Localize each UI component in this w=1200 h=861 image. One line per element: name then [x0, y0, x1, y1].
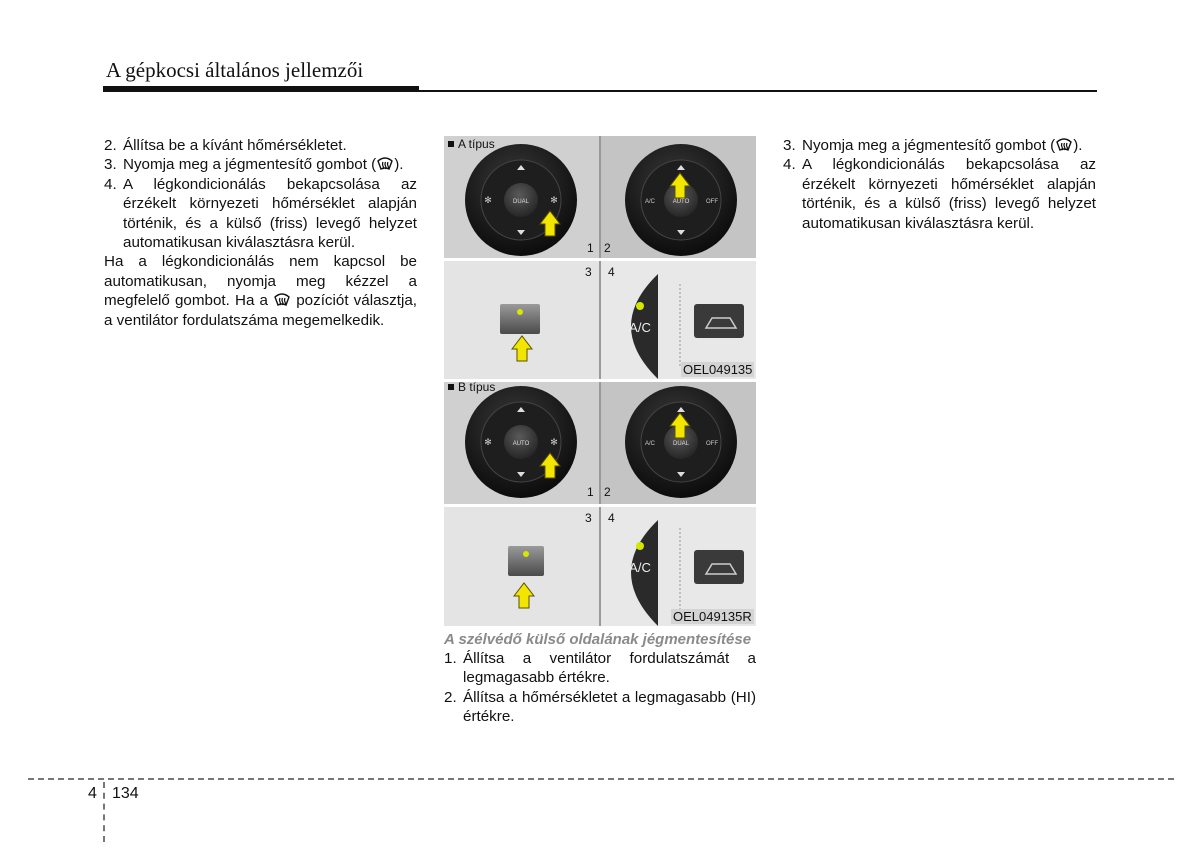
panel-number: 3: [585, 511, 592, 525]
svg-text:AUTO: AUTO: [672, 199, 690, 205]
svg-text:AUTO: AUTO: [512, 441, 530, 447]
item-number: 2.: [104, 137, 117, 154]
header-rule-thin: [419, 90, 1097, 92]
knob-ac-dual-off: [625, 386, 737, 498]
item-number: 1.: [444, 650, 457, 667]
panel-number: 2: [604, 241, 611, 255]
item-number: 2.: [444, 688, 457, 706]
middle-column: [444, 630, 756, 727]
item-number: 3.: [104, 156, 117, 174]
panel-number: 1: [587, 485, 594, 499]
body-paragraph: Ha a légkondicionálás nem kapcsol be automatikusan, nyomja meg kézzel a megfelelő gombot. Ha a pozíciót választja, a ventilátor fordulatszáma megemelkedik.: [104, 253, 417, 329]
svg-text:✻: ✻: [550, 437, 558, 447]
svg-text:A/C: A/C: [644, 199, 656, 205]
knob-ac-auto-off: [625, 144, 737, 256]
list-item: [444, 688, 756, 727]
left-column: [104, 136, 417, 330]
svg-text:✻: ✻: [550, 195, 558, 205]
item-number: 4.: [783, 156, 796, 174]
footer-vertical-divider: [103, 782, 105, 842]
item-text: Állítsa a hőmérsékletet a legmagasabb (HI) értékre.: [463, 688, 756, 726]
right-column: [783, 136, 1096, 233]
page-header-title: A gépkocsi általános jellemzői: [106, 58, 364, 82]
front-defrost-icon: [1055, 137, 1073, 152]
front-defrost-icon: [273, 292, 291, 307]
panel-number: 1: [587, 241, 594, 255]
chapter-number: 4: [88, 785, 97, 802]
svg-text:OFF: OFF: [706, 199, 718, 205]
item-text: Nyomja meg a jégmentesítő gombot ( ).: [123, 156, 404, 174]
svg-text:A/C: A/C: [644, 441, 656, 447]
section-subheading: A szélvédő külső oldalának jégmentesítése: [444, 631, 752, 648]
climate-control-figure: [444, 136, 756, 626]
item-text: Állítsa be a kívánt hőmérsékletet.: [123, 137, 347, 154]
type-b-label: B típus: [448, 380, 495, 394]
panel-number: 3: [585, 265, 592, 279]
item-text: A légkondicionálás bekapcsolása az érzékelt környezeti hőmérséklet alapján történik, és a külső (friss) levegő helyzet automatikusan kiválasztásra kerül.: [802, 156, 1096, 232]
list-item: [104, 175, 417, 253]
list-item: [104, 155, 417, 174]
item-number: 4.: [104, 175, 117, 193]
figure-code-b: OEL049135R: [673, 609, 752, 624]
header-rule-thick: [103, 86, 419, 92]
knob-dual: [465, 144, 577, 256]
front-defrost-icon: [376, 156, 394, 171]
panel-number: 4: [608, 511, 615, 525]
knob-auto: [465, 386, 577, 498]
list-item: [104, 136, 417, 155]
item-number: 3.: [783, 137, 796, 154]
item-text: Állítsa a ventilátor fordulatszámát a legmagasabb értékre.: [463, 650, 756, 687]
svg-text:DUAL: DUAL: [672, 441, 690, 447]
type-a-label: A típus: [448, 137, 495, 151]
panel-number: 2: [604, 485, 611, 499]
list-item: [783, 155, 1096, 233]
svg-text:✻: ✻: [484, 437, 492, 447]
svg-text:DUAL: DUAL: [512, 199, 530, 205]
svg-text:✻: ✻: [484, 195, 492, 205]
svg-text:A/C: A/C: [629, 320, 651, 335]
page-number: 134: [112, 785, 139, 802]
panel-number: 4: [608, 265, 615, 279]
list-item: [444, 649, 756, 688]
item-text: Nyomja meg a jégmentesítő gombot ( ).: [802, 137, 1083, 154]
footer-divider: [28, 778, 1174, 780]
list-item: [783, 136, 1096, 155]
svg-text:A/C: A/C: [629, 560, 651, 575]
svg-text:OFF: OFF: [706, 441, 718, 447]
item-text: A légkondicionálás bekapcsolása az érzékelt környezeti hőmérséklet alapján történik, és a külső (friss) levegő helyzet automatikusan kiválasztásra kerül.: [123, 175, 417, 252]
figure-code-a: OEL049135: [683, 362, 753, 377]
